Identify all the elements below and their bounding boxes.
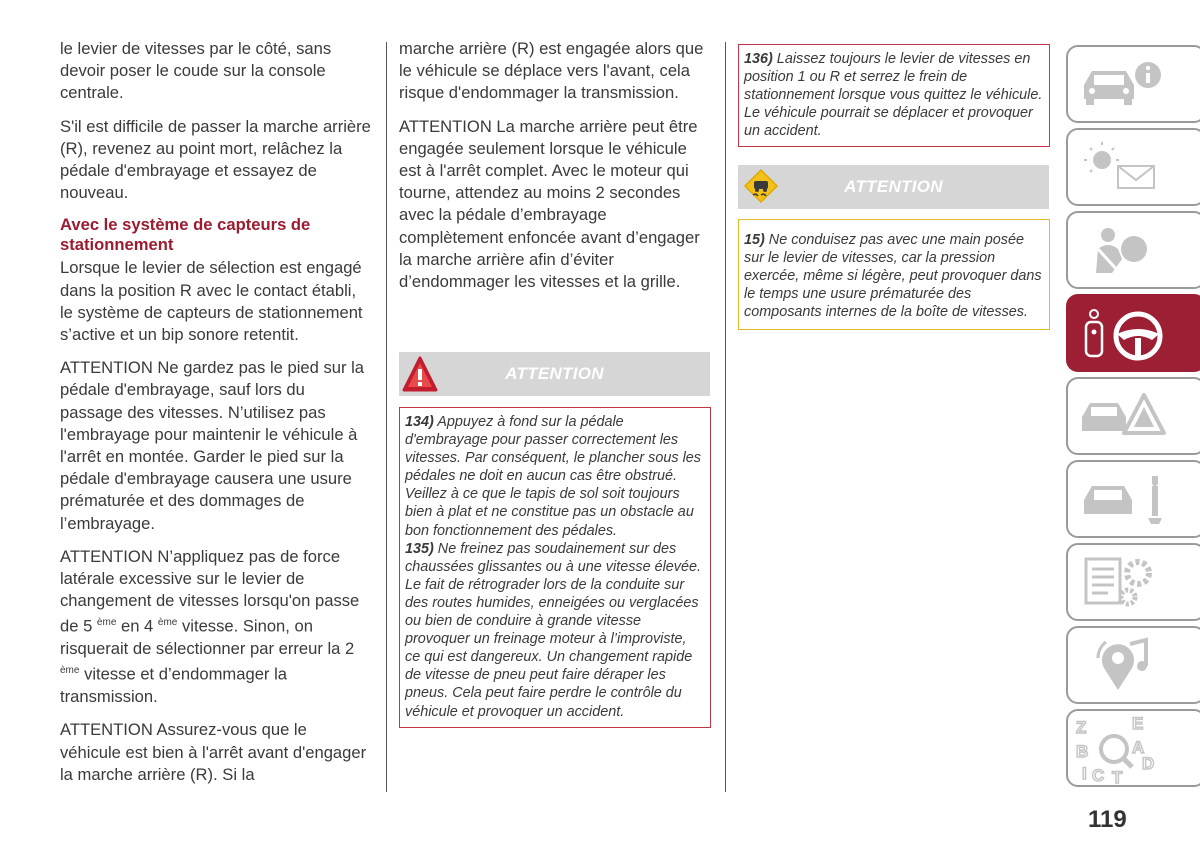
svg-text:B: B [1076,742,1089,761]
tab-safety[interactable] [1066,211,1200,289]
svg-text:T: T [1112,768,1123,785]
tab-dashboard-lights[interactable] [1066,128,1200,206]
paragraph: ATTENTION Ne gardez pas le pied sur la pédale d'embrayage, sauf lors du passage des vitesses. N’utilisez pas l'embrayage pour maintenir le véhicule à l'arrêt en montée. Garder le pied sur la pédale d'embrayage causera une usure prématurée et des dommages de l’embrayage. [60,358,365,533]
paragraph: ATTENTION La marche arrière peut être engagée seulement lorsque le véhicule est à l'arrêt complet. Avec le moteur qui tourne, attendez au moins 2 secondes avec la pédale d’embrayage complètement enfoncée avant d’engager la marche arrière afin d’éviter d’endommager les vitesses et la grille. [399,116,700,292]
svg-text:A: A [1132,738,1145,757]
column-divider [725,42,726,792]
attention-bar [738,165,1049,209]
multimedia-icon [1068,628,1200,702]
svg-text:D: D [1142,754,1155,773]
svg-text:C: C [1092,766,1105,785]
note-134: 134) Appuyez à fond sur la pédale d'embrayage pour passer correctement les vitesses. Par conséquent, le plancher sous les pédales ne doit en aucun cas être obstrué. Veillez à ce que le tapis de sol soit toujours bien à plat et ne constitue pas un obstacle au bon fonctionnement des pédales. [405,414,701,539]
text-column-1 [60,38,372,797]
key-steering-wheel-icon [1068,296,1200,370]
alphabetical-index-icon [1068,711,1200,785]
tab-maintenance[interactable] [1066,460,1200,538]
tab-emergency[interactable] [1066,377,1200,455]
paragraph: marche arrière (R) est engagée alors que le véhicule se déplace vers l'avant, cela risque d'endommager la transmission. [399,39,704,103]
superscript: ème [157,617,178,629]
tab-technical-data[interactable] [1066,543,1200,621]
car-wrench-icon [1068,462,1200,536]
tab-car-info[interactable] [1066,45,1200,123]
section-subheading: Avec le système de capteurs de stationnement [60,215,311,255]
warning-note-box [738,219,1050,330]
paragraph: ATTENTION N’appliquez pas de force latérale excessive sur le levier de changement de vitesses lorsqu'on passe de 5 $^{ème}$ en 4 $^{ème}$ vitesse. Sinon, on risquerait de sélectionner par erreur la 2 $^{ème}$ vitesse et d’endommager la transmission. [60,546,360,707]
page-number: 119 [1088,806,1127,833]
note-15: 15) Ne conduisez pas avec une main posée sur le levier de vitesses, car la pression exercée, même si légère, peut provoquer dans le temps une usure prématurée des composants internes de la boîte de vitesses. [744,232,1042,321]
car-warning-triangle-icon [1068,379,1200,453]
note-135: 135) Ne freinez pas soudainement sur des chaussées glissantes ou à une vitesse élevée. Le fait de rétrograder lors de la conduite sur des routes humides, enneigées ou verglacées ou bien de conduire à grande vitesse provoquer un freinage moteur à l’improviste, ce qui est dangereux. Un changement rapide de vitesse de pneu peut faire déraper les pneus. Cela peut faire perdre le contrôle du véhicule et provoquer un accident. [405,540,701,720]
attention-label: ATTENTION [844,177,943,196]
dashboard-lights-icon [1068,130,1200,204]
specifications-gear-icon [1068,545,1200,619]
paragraph: ATTENTION Assurez-vous que le véhicule est bien à l'arrêt avant d'engager la marche arrière (R). Si la [60,720,367,784]
tab-index[interactable] [1066,709,1200,787]
paragraph: S'il est difficile de passer la marche arrière (R), revenez au point mort, relâchez la pédale d'embrayage et essayez de nouveau. [60,116,371,203]
caution-notes-box [399,407,711,728]
svg-text:I: I [1082,764,1087,783]
superscript: ème [96,617,117,629]
tab-multimedia[interactable] [1066,626,1200,704]
paragraph: le levier de vitesses par le côté, sans devoir poser le coude sur la console centrale. [60,39,332,103]
svg-text:Z: Z [1076,718,1087,737]
superscript: ème [60,665,80,677]
svg-text:E: E [1132,714,1144,733]
attention-label: ATTENTION [505,364,604,383]
text-column-2 [399,38,711,304]
note-136: 136) Laissez toujours le levier de vitesses en position 1 ou R et serrez le frein de stationnement lorsque vous quittez le véhicule. Le véhicule pourrait se déplacer et provoquer un accident. [744,51,1043,140]
car-info-icon [1068,47,1200,121]
attention-bar [399,352,710,396]
caution-notes-box [738,44,1050,147]
tab-starting-driving[interactable] [1066,294,1200,372]
paragraph: Lorsque le levier de sélection est engagé dans la position R avec le contact établi, le système de capteurs de stationnement s’active et un bip sonore retentit. [60,258,363,345]
column-divider [386,42,387,792]
seatbelt-airbag-icon [1068,213,1200,287]
